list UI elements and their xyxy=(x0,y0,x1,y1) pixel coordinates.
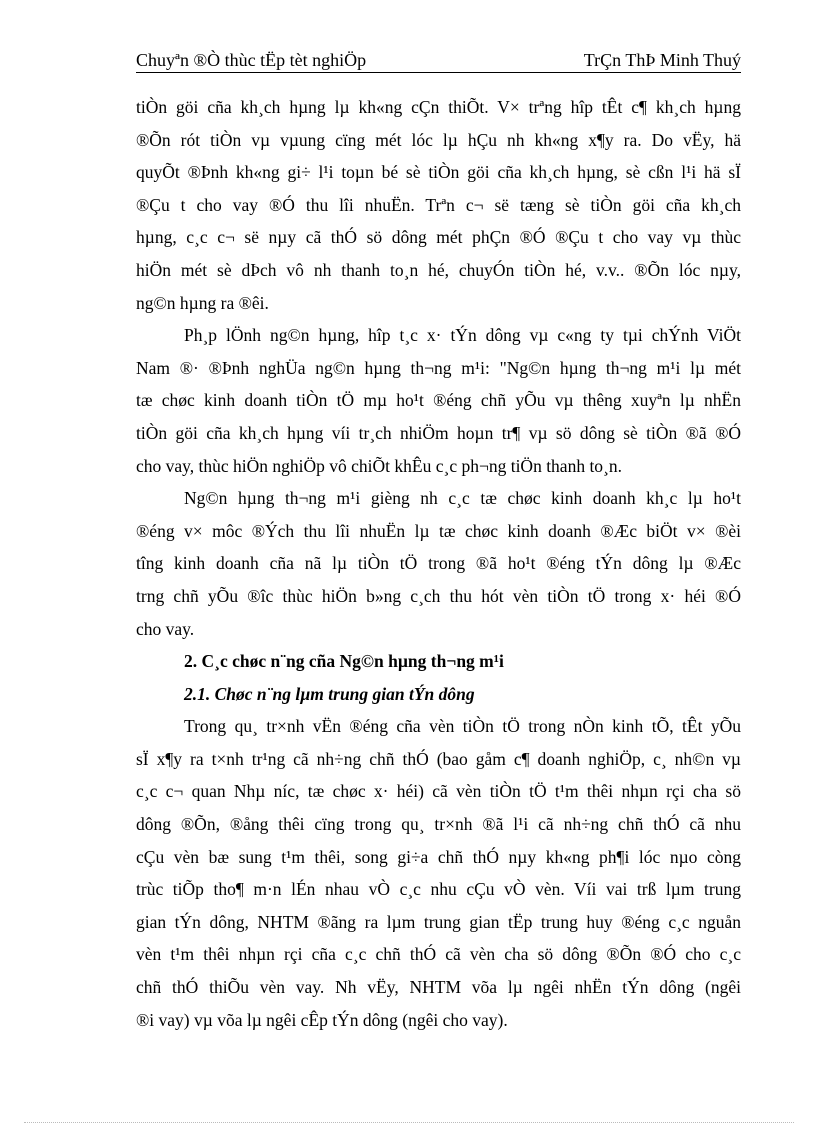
body-line: gian tÝn dông, NHTM ®ãng ra lµm trung gian tËp trung huy ®éng c¸c nguån xyxy=(136,911,741,932)
body-line: ng©n hµng ra ®êi. xyxy=(136,292,269,313)
body-line: Nam ®· ®Þnh nghÜa ng©n hµng th¬ng m¹i: "Ng©n hµng th¬ng m¹i lµ mét xyxy=(136,357,741,378)
page-header xyxy=(136,50,741,72)
body-line: sÏ x¶y ra t×nh tr¹ng cã nh÷ng chñ thÓ (bao gåm c¶ doanh nghiÖp, c¸ nh©n vµ xyxy=(136,748,741,769)
body-line: dông ®Õn, ®ång thêi cïng trong qu¸ tr×nh ®ã l¹i cã nh÷ng chñ thÓ cã nhu xyxy=(136,814,741,835)
body-line: tiÒn göi cña kh¸ch hµng lµ kh«ng cÇn thiÕt. V× trªng hîp tÊt c¶ kh¸ch hµng xyxy=(136,97,741,117)
header-author: TrÇn ThÞ Minh Thuý xyxy=(583,50,741,70)
body-line: ®éng v× môc ®Ých thu lîi nhuËn lµ tæ chøc kinh doanh ®Æc biÖt v× ®èi xyxy=(136,520,741,541)
body-line: hiÖn mét sè dÞch vô nh thanh to¸n hé, chuyÓn tiÒn hé, v.v.. ®Õn lóc nµy, xyxy=(136,259,741,280)
body-line: cÇu vèn bæ sung t¹m thêi, song gi÷a chñ thÓ nµy kh«ng ph¶i lóc nµo còng xyxy=(136,846,741,867)
body-line: cho vay, thùc hiÖn nghiÖp vô chiÕt khÊu c¸c ph¬ng tiÖn thanh to¸n. xyxy=(136,455,623,476)
header-divider xyxy=(136,72,741,73)
body-line: tîng kinh doanh cña nã lµ tiÒn tÖ trong ®ã ho¹t ®éng tÝn dông lµ ®Æc xyxy=(136,553,741,574)
section-heading: 2. C¸c chøc n¨ng cña Ng©n hµng th¬ng m¹i xyxy=(184,651,504,672)
body-line: vèn t¹m thêi nhµn rçi cña c¸c chñ thÓ cã vèn cha sö dông ®Õn ®Ó cho c¸c xyxy=(136,944,741,965)
body-line: Ng©n hµng th¬ng m¹i gièng nh c¸c tæ chøc kinh doanh kh¸c lµ ho¹t xyxy=(184,488,741,509)
body-line: tæ chøc kinh doanh tiÒn tÖ mµ ho¹t ®éng chñ yÕu vµ thêng xuyªn lµ nhËn xyxy=(136,390,741,411)
body-line: ®Õn rót tiÒn vµ vµung cïng mét lóc lµ hÇu nh kh«ng x¶y ra. Do vËy, hä xyxy=(136,129,741,150)
subsection-heading: 2.1. Chøc n¨ng lµm trung gian tÝn dông xyxy=(184,683,475,704)
body-line: trng chñ yÕu ®îc thùc hiÖn b»ng c¸ch thu hót vèn tiÒn tÖ trong x· héi ®Ó xyxy=(136,585,741,606)
body-line: trùc tiÕp tho¶ m·n lÉn nhau vÒ c¸c nhu cÇu vÒ vèn. Víi vai trß lµm trung xyxy=(136,879,741,900)
document-body xyxy=(136,91,741,1036)
body-line: Trong qu¸ tr×nh vËn ®éng cña vèn tiÒn tÖ trong nÒn kinh tÕ, tÊt yÕu xyxy=(184,716,741,737)
body-line: hµng, c¸c c¬ së nµy cã thÓ sö dông mét phÇn ®Ó ®Çu t cho vay vµ thùc xyxy=(136,227,741,248)
body-line: Ph¸p lÖnh ng©n hµng, hîp t¸c x· tÝn dông vµ c«ng ty tµi chÝnh ViÖt xyxy=(184,325,741,346)
body-line: tiÒn göi cña kh¸ch hµng víi tr¸ch nhiÖm hoµn tr¶ vµ sö dông sè tiÒn ®ã ®Ó xyxy=(136,422,741,443)
body-line: quyÕt ®Þnh kh«ng gi÷ l¹i toµn bé sè tiÒn göi cña kh¸ch hµng, sè cßn l¹i hä sÏ xyxy=(136,162,741,183)
body-line: cho vay. xyxy=(136,618,195,639)
body-line: ®i vay) vµ võa lµ ngêi cÊp tÝn dông (ngêi cho vay). xyxy=(136,1009,508,1030)
body-line: chñ thÓ thiÕu vèn vay. Nh vËy, NHTM võa lµ ngêi nhËn tÝn dông (ngêi xyxy=(136,977,741,998)
header-title: Chuyªn ®Ò thùc tËp tèt nghiÖp xyxy=(136,50,367,70)
body-line: c¸c c¬ quan Nhµ níc, tæ chøc x· héi) cã vèn tiÒn tÖ t¹m thêi nhµn rçi cha sö xyxy=(136,781,741,802)
body-line: ®Çu t cho vay ®Ó thu lîi nhuËn. Trªn c¬ së tæng sè tiÒn göi cña kh¸ch xyxy=(136,194,741,215)
